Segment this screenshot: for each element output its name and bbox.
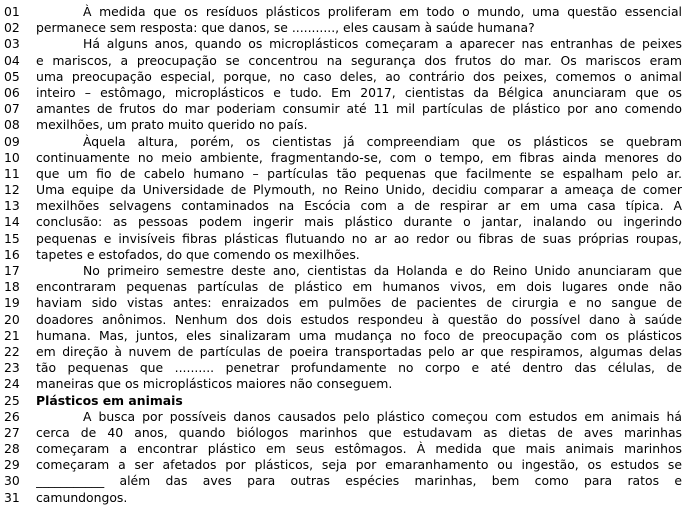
text-line — [0, 150, 695, 166]
text-line — [0, 214, 695, 230]
text-line — [0, 393, 695, 409]
text-line — [0, 376, 695, 392]
line-number: 14 — [4, 214, 20, 230]
text-line — [0, 166, 695, 182]
text-line — [0, 473, 695, 489]
text-line — [0, 457, 695, 473]
line-number: 10 — [4, 149, 20, 165]
line-number: 21 — [4, 327, 20, 343]
line-number: 24 — [4, 376, 20, 392]
text-line — [0, 36, 695, 52]
line-number: 06 — [4, 84, 20, 100]
line-text: À medida que os resíduos plásticos proliferam em todo o mundo, uma questão essencial — [83, 4, 682, 19]
text-line — [0, 490, 695, 506]
line-text: mexilhões, um prato muito querido no país. — [36, 117, 308, 133]
text-line — [0, 20, 695, 36]
text-line — [0, 231, 695, 247]
line-number: 18 — [4, 279, 20, 295]
line-number: 26 — [4, 408, 20, 424]
line-text: continuamente no meio ambiente, fragmentando-se, com o tempo, em fibras ainda menores do — [36, 149, 682, 165]
line-number: 05 — [4, 68, 20, 84]
text-line — [0, 247, 695, 263]
line-number: 30 — [4, 473, 20, 489]
line-number: 20 — [4, 311, 20, 327]
line-number: 31 — [4, 489, 20, 505]
line-text: amantes de frutos do mar poderiam consumir até 11 mil partículas de plástico por ano comendo — [36, 101, 682, 117]
text-line — [0, 182, 695, 198]
line-text: cerca de 40 anos, quando biólogos marinhos que estudavam as dietas de aves marinhas — [36, 424, 682, 440]
line-number: 12 — [4, 182, 20, 198]
line-text: e mariscos, a preocupação se concentrou na segurança dos frutos do mar. Os mariscos eram — [36, 52, 682, 68]
line-number: 13 — [4, 198, 20, 214]
line-text: maneiras que os microplásticos maiores não conseguem. — [36, 376, 393, 392]
line-text: No primeiro semestre deste ano, cientistas da Holanda e do Reino Unido anunciaram que — [83, 263, 682, 278]
line-text: encontraram pequenas partículas de plástico em humanos vivos, em dois lugares onde não — [36, 279, 682, 295]
section-heading: Plásticos em animais — [36, 392, 183, 408]
text-line — [0, 312, 695, 328]
line-number: 23 — [4, 360, 20, 376]
line-text: Àquela altura, porém, os cientistas já compreendiam que os plásticos se quebram — [83, 133, 682, 149]
line-number: 02 — [4, 20, 20, 36]
line-text: começaram a encontrar plástico em seus estômagos. À medida que mais animais marinhos — [36, 441, 682, 457]
line-text: conclusão: as pessoas podem ingerir mais plástico durante o jantar, inalando ou ingerindo — [36, 214, 682, 230]
line-text: Há alguns anos, quando os microplásticos começaram a aparecer nas entranhas de peixes — [83, 36, 682, 52]
text-line — [0, 409, 695, 425]
text-line — [0, 441, 695, 457]
line-number: 01 — [4, 4, 20, 19]
text-line — [0, 344, 695, 360]
line-text: camundongos. — [36, 489, 128, 505]
line-number: 17 — [4, 263, 20, 278]
line-number: 19 — [4, 295, 20, 311]
text-line — [0, 263, 695, 279]
text-line — [0, 85, 695, 101]
line-number: 16 — [4, 246, 20, 262]
line-number: 11 — [4, 165, 20, 181]
line-text: tão pequenas que .......... penetrar profundamente no corpo e até dentro das células, de — [36, 360, 682, 376]
text-line — [0, 328, 695, 344]
text-line — [0, 198, 695, 214]
line-number: 15 — [4, 230, 20, 246]
line-text: em direção à nuvem de partículas de poeira transportadas pelo ar que respiramos, algumas delas — [36, 343, 682, 359]
line-text: que um fio de cabelo humano – partículas tão pequenas que facilmente se espalham pelo ar. — [36, 165, 682, 181]
text-line — [0, 279, 695, 295]
line-text: doadores anônimos. Nenhum dos dois estudos respondeu à questão do possível dano à saúde — [36, 311, 682, 327]
line-text: haviam sido vistas antes: enraizados em pulmões de pacientes de cirurgia e no sangue de — [36, 295, 682, 311]
line-text: pequenas e invisíveis fibras plásticas flutuando no ar ao redor ou fibras de suas próprias roupas, — [36, 230, 682, 246]
line-number: 29 — [4, 457, 20, 473]
text-line — [0, 360, 695, 376]
line-text: A busca por possíveis danos causados pelo plástico começou com estudos em animais há — [83, 408, 682, 424]
line-number: 08 — [4, 117, 20, 133]
line-number: 25 — [4, 392, 20, 408]
text-line — [0, 4, 695, 20]
line-number: 03 — [4, 36, 20, 52]
text-line — [0, 69, 695, 85]
line-text: uma preocupação especial, porque, no caso deles, ao contrário dos peixes, comemos o animal — [36, 68, 682, 84]
line-text: permanece sem resposta: que danos, se ..........., eles causam à saúde humana? — [36, 20, 535, 36]
text-line — [0, 53, 695, 69]
line-text: ___________ além das aves para outras espécies marinhas, bem como para ratos e — [36, 473, 682, 489]
line-text: mexilhões selvagens contaminados na Escócia com a de respirar ar em uma casa típica. A — [36, 198, 682, 214]
line-number: 27 — [4, 424, 20, 440]
line-number: 09 — [4, 133, 20, 149]
text-line — [0, 425, 695, 441]
line-number: 04 — [4, 52, 20, 68]
line-number: 07 — [4, 101, 20, 117]
text-line — [0, 134, 695, 150]
line-number: 28 — [4, 441, 20, 457]
line-number: 22 — [4, 343, 20, 359]
line-text: tapetes e estofados, do que comendo os mexilhões. — [36, 246, 360, 262]
line-text: humana. Mas, juntos, eles sinalizaram uma mudança no foco de preocupação com os plásticos — [36, 327, 682, 343]
line-text: Uma equipe da Universidade de Plymouth, no Reino Unido, decidiu comparar a ameaça de comer — [36, 182, 682, 198]
line-text: começaram a ser afetados por plásticos, seja por emaranhamento ou ingestão, os estudos se — [36, 457, 682, 473]
line-text: inteiro – estômago, microplásticos e tudo. Em 2017, cientistas da Bélgica anunciaram que os — [36, 84, 682, 100]
text-line — [0, 101, 695, 117]
text-line — [0, 117, 695, 133]
text-line — [0, 295, 695, 311]
